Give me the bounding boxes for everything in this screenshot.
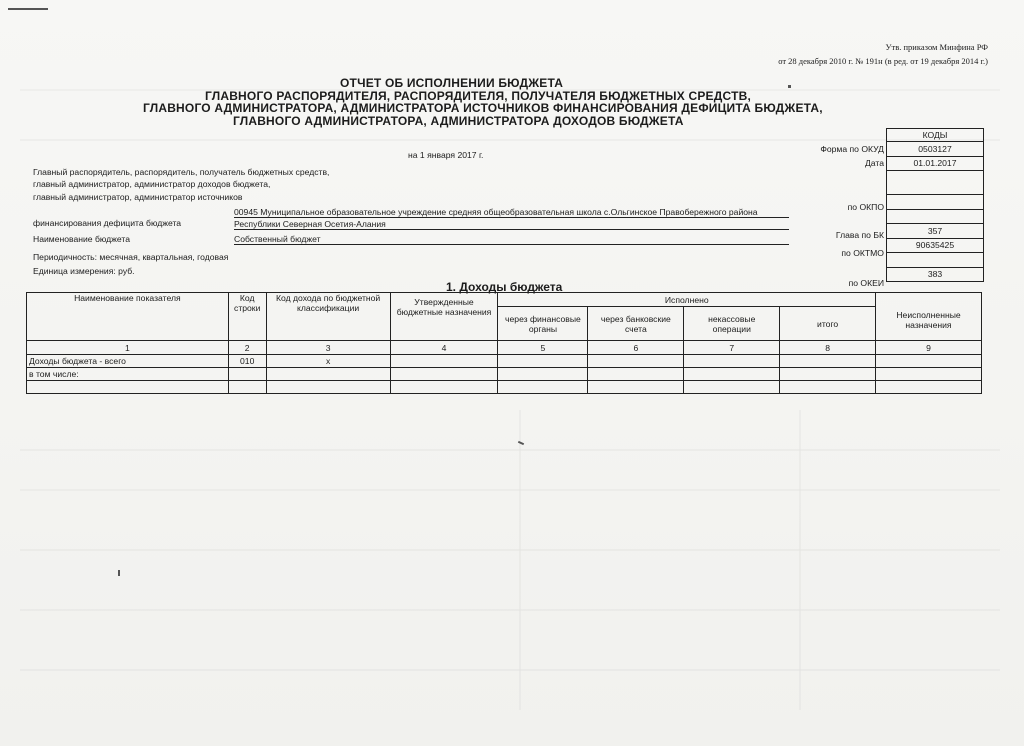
- periodicity-label: Периодичность: месячная, квартальная, годовая: [33, 252, 229, 262]
- date-value: 01.01.2017: [887, 156, 984, 171]
- title-line-2: ГЛАВНОГО РАСПОРЯДИТЕЛЯ, РАСПОРЯДИТЕЛЯ, ПОЛУЧАТЕЛЯ БЮДЖЕТНЫХ СРЕДСТВ,: [205, 89, 752, 103]
- bk-label: Глава по БК: [835, 230, 884, 240]
- row-code: [228, 368, 266, 381]
- col-header-code: Код строки: [228, 293, 266, 341]
- codes-table: [886, 128, 984, 282]
- col-number: 3: [266, 341, 390, 355]
- scan-mark: [118, 570, 120, 576]
- okpo-value: [887, 195, 984, 210]
- table-row: [27, 381, 982, 394]
- distributor-line-3: главный администратор, администратор источников: [33, 192, 243, 202]
- cell: [390, 355, 498, 368]
- okpo-label: по ОКПО: [847, 202, 884, 212]
- cell: [588, 355, 684, 368]
- organization-line-1: 00945 Муниципальное образовательное учреждение средняя общеобразовательная школа с.Ольгинское Правобережного района: [234, 207, 789, 218]
- okud-value: 0503127: [887, 142, 984, 157]
- cell: [876, 355, 982, 368]
- approval-line-1: Утв. приказом Минфина РФ: [885, 42, 988, 52]
- deficit-label: финансирования дефицита бюджета: [33, 218, 182, 228]
- okud-label: Форма по ОКУД: [820, 144, 884, 154]
- distributor-line-2: главный администратор, администратор доходов бюджета,: [33, 179, 271, 189]
- cell: [876, 368, 982, 381]
- col-number: 1: [27, 341, 229, 355]
- col-header-income-code: Код дохода по бюджетной классификации: [266, 293, 390, 341]
- cell: [588, 368, 684, 381]
- distributor-line-1: Главный распорядитель, распорядитель, получатель бюджетных средств,: [33, 167, 330, 177]
- empty-code-cell: [887, 209, 984, 224]
- table-row: [27, 355, 982, 368]
- col-number: 5: [498, 341, 588, 355]
- title-line-3: ГЛАВНОГО АДМИНИСТРАТОРА, АДМИНИСТРАТОРА ИСТОЧНИКОВ ФИНАНСИРОВАНИЯ ДЕФИЦИТА БЮДЖЕТА,: [143, 101, 823, 115]
- scan-mark: [788, 85, 791, 88]
- income-table: [26, 292, 982, 394]
- budget-value: Собственный бюджет: [234, 234, 789, 245]
- row-code: [228, 381, 266, 394]
- okei-value: 383: [887, 267, 984, 282]
- row-income-code: [266, 368, 390, 381]
- col-number: 8: [780, 341, 876, 355]
- cell: [684, 381, 780, 394]
- col-header-fin-organs: через финансовые органы: [498, 307, 588, 341]
- col-number: 6: [588, 341, 684, 355]
- report-date: на 1 января 2017 г.: [408, 150, 484, 160]
- row-name: в том числе:: [27, 368, 229, 381]
- cell: [390, 381, 498, 394]
- okei-label: по ОКЕИ: [848, 278, 884, 288]
- oktmo-label: по ОКТМО: [841, 248, 884, 258]
- budget-label: Наименование бюджета: [33, 234, 131, 244]
- oktmo-value: 90635425: [887, 238, 984, 253]
- date-label: Дата: [864, 158, 884, 168]
- col-header-approved: Утвержденные бюджетные назначения: [390, 293, 498, 341]
- row-code: 010: [228, 355, 266, 368]
- cell: [684, 368, 780, 381]
- title-line-1: ОТЧЕТ ОБ ИСПОЛНЕНИИ БЮДЖЕТА: [340, 76, 564, 90]
- cell: [588, 381, 684, 394]
- scan-mark: [8, 8, 48, 10]
- col-header-noncash: некассовые операции: [684, 307, 780, 341]
- cell: [390, 368, 498, 381]
- empty-code-cell: [887, 253, 984, 268]
- row-name: Доходы бюджета - всего: [27, 355, 229, 368]
- col-number: 2: [228, 341, 266, 355]
- section-title: 1. Доходы бюджета: [446, 280, 563, 294]
- cell: [498, 368, 588, 381]
- organization-line-2: Республики Северная Осетия-Алания: [234, 219, 789, 230]
- cell: [684, 355, 780, 368]
- cell: [876, 381, 982, 394]
- col-number: 9: [876, 341, 982, 355]
- row-name: [27, 381, 229, 394]
- title-line-4: ГЛАВНОГО АДМИНИСТРАТОРА, АДМИНИСТРАТОРА ДОХОДОВ БЮДЖЕТА: [233, 114, 684, 128]
- cell: [780, 368, 876, 381]
- col-number: 4: [390, 341, 498, 355]
- col-header-unfulfilled: Неисполненные назначения: [876, 293, 982, 341]
- approval-line-2: от 28 декабря 2010 г. № 191н (в ред. от 19 декабря 2014 г.): [778, 56, 988, 66]
- cell: [780, 355, 876, 368]
- cell: [780, 381, 876, 394]
- codes-header: КОДЫ: [887, 129, 984, 142]
- cell: [498, 355, 588, 368]
- scan-mark: [518, 441, 524, 445]
- unit-label: Единица измерения: руб.: [33, 266, 135, 276]
- col-header-total: итого: [780, 307, 876, 341]
- empty-code-cell: [887, 171, 984, 195]
- col-number: 7: [684, 341, 780, 355]
- row-income-code: [266, 381, 390, 394]
- col-header-name: Наименование показателя: [27, 293, 229, 341]
- bk-value: 357: [887, 224, 984, 239]
- cell: [498, 381, 588, 394]
- row-income-code: x: [266, 355, 390, 368]
- col-header-executed: Исполнено: [498, 293, 876, 307]
- table-row: [27, 368, 982, 381]
- col-header-bank-accounts: через банковские счета: [588, 307, 684, 341]
